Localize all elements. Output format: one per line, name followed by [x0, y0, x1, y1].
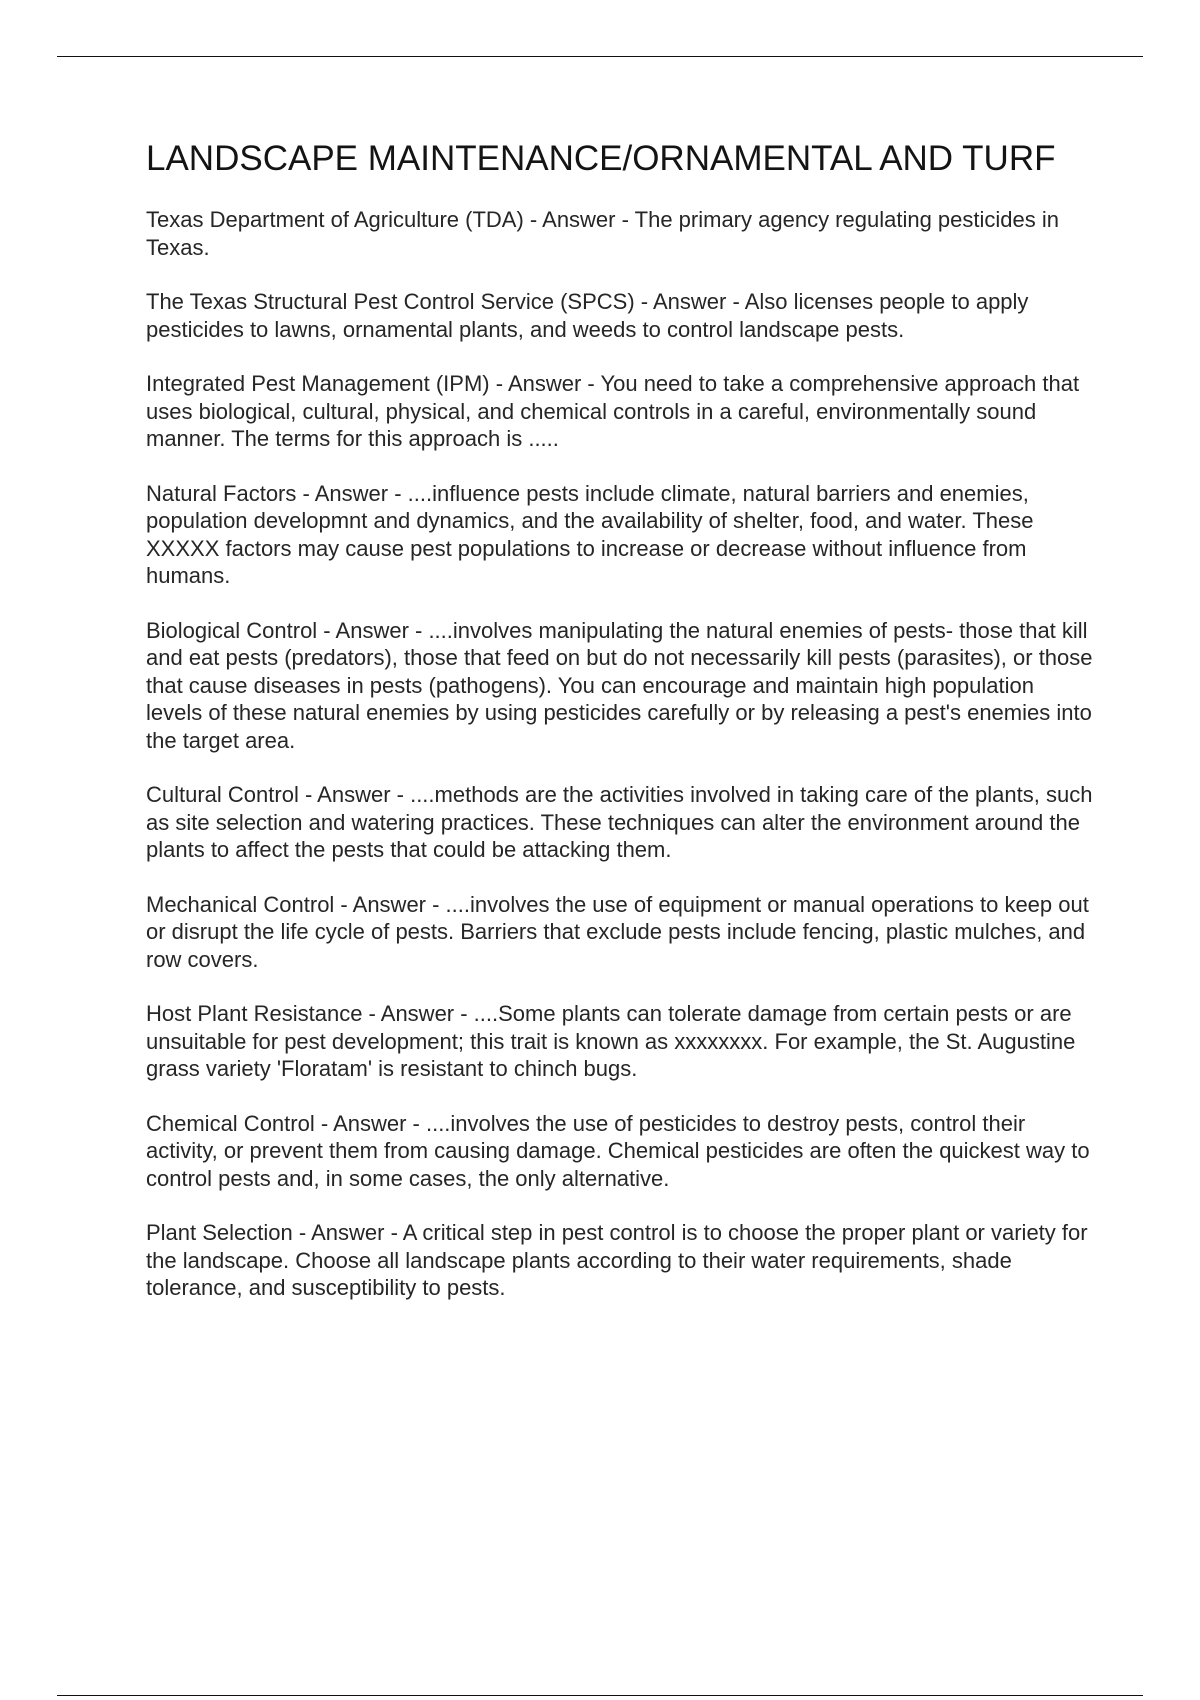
top-divider	[57, 56, 1143, 57]
entry-mechanical-control: Mechanical Control - Answer - ....involves the use of equipment or manual operations to keep out or disrupt the life cycle of pests. Barriers that exclude pests include fencing, plastic mulches, and row covers.	[146, 891, 1089, 972]
document-body	[146, 138, 1096, 1329]
entry-plant-selection: Plant Selection - Answer - A critical step in pest control is to choose the proper plant or variety for the landscape. Choose all landscape plants according to their water requirements, shade tolerance, and susceptibility to pests.	[146, 1220, 1088, 1300]
bottom-divider	[57, 1695, 1143, 1696]
entry-ipm: Integrated Pest Management (IPM) - Answer - You need to take a comprehensive approach that uses biological, cultural, physical, and chemical controls in a careful, environmentally sound manner. The terms for this approach is .....	[146, 371, 1080, 451]
page-title: LANDSCAPE MAINTENANCE/ORNAMENTAL AND TURF	[146, 139, 1056, 178]
entry-spcs: The Texas Structural Pest Control Service (SPCS) - Answer - Also licenses people to apply pesticides to lawns, ornamental plants, and weeds to control landscape pests.	[146, 289, 1029, 342]
entry-cultural-control: Cultural Control - Answer - ....methods are the activities involved in taking care of the plants, such as site selection and watering practices. These techniques can alter the environment around the plants to affect the pests that could be attacking them.	[146, 782, 1093, 862]
entry-chemical-control: Chemical Control - Answer - ....involves the use of pesticides to destroy pests, control their activity, or prevent them from causing damage. Chemical pesticides are often the quickest way to control pests and, in some cases, the only alternative.	[146, 1110, 1090, 1191]
entry-host-plant-resistance: Host Plant Resistance - Answer - ....Some plants can tolerate damage from certain pests or are unsuitable for pest development; this trait is known as xxxxxxxx. For example, the St. Augustine grass variety 'Floratam' is resistant to chinch bugs.	[146, 1001, 1076, 1081]
entry-natural-factors: Natural Factors - Answer - ....influence pests include climate, natural barriers and enemies, population developmnt and dynamics, and the availability of shelter, food, and water. These XXXXX factors may cause pest populations to increase or decrease without influence from humans.	[146, 480, 1034, 588]
entry-biological-control: Biological Control - Answer - ....involves manipulating the natural enemies of pests- those that kill and eat pests (predators), those that feed on but do not necessarily kill pests (parasites), or those that cause diseases in pests (pathogens). You can encourage and maintain high population levels of these natural enemies by using pesticides carefully or by releasing a pest's enemies into the target area.	[146, 617, 1093, 753]
entry-tda: Texas Department of Agriculture (TDA) - Answer - The primary agency regulating pesticides in Texas.	[146, 207, 1059, 260]
